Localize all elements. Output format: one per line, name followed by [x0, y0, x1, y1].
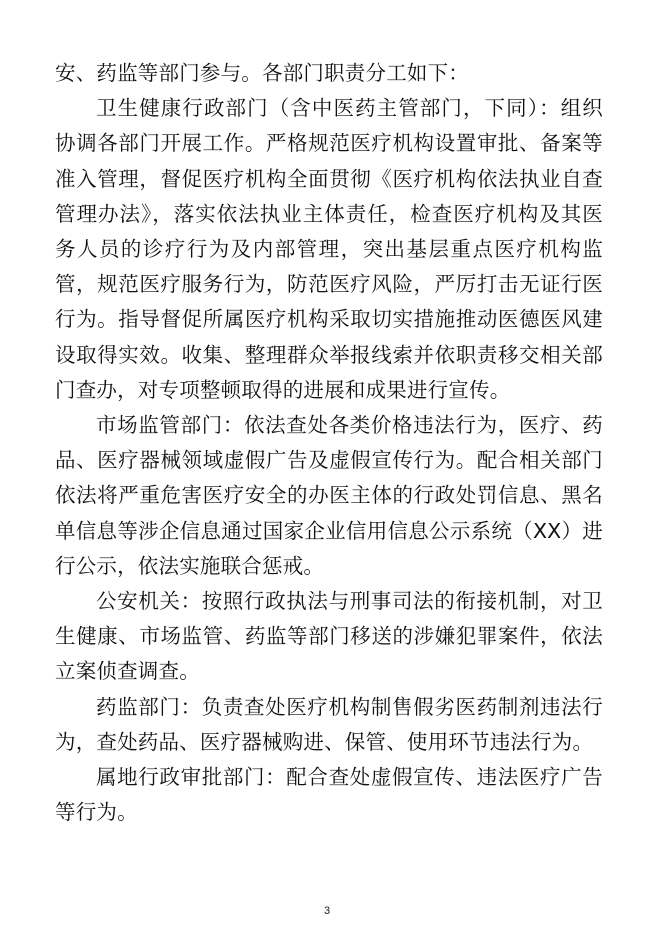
- paragraph-health-department: 卫生健康行政部门（含中医药主管部门，下同）：组织协调各部门开展工作。严格规范医疗机构设置审批、备案等准入管理，督促医疗机构全面贯彻《医疗机构依法执业自查管理办法》，落实依法执业主体责任，检查医疗机构及其医务人员的诊疗行为及内部管理，突出基层重点医疗机构监管，规范医疗服务行为，防范医疗风险，严厉打击无证行医行为。指导督促所属医疗机构采取切实措施推动医德医风建设取得实效。收集、整理群众举报线索并依职责移交相关部门查办，对专项整顿取得的进展和成果进行宣传。: [55, 96, 603, 402]
- paragraph-continuation: 安、药监等部门参与。各部门职责分工如下：: [55, 61, 469, 85]
- paragraph-market-regulation: 市场监管部门：依法查处各类价格违法行为，医疗、药品、医疗器械领域虚假广告及虚假宣传行为。配合相关部门依法将严重危害医疗安全的办医主体的行政处罚信息、黑名单信息等涉企信息通过国家企业信用信息公示系统（XX）进行公示，依法实施联合惩戒。: [55, 413, 603, 578]
- document-body: [55, 56, 603, 830]
- page-number: 3: [323, 905, 331, 917]
- paragraph-drug-regulation: 药监部门：负责查处医疗机构制售假劣医药制剂违法行为，查处药品、医疗器械购进、保管、使用环节违法行为。: [55, 694, 603, 754]
- paragraph-public-security: 公安机关：按照行政执法与刑事司法的衔接机制，对卫生健康、市场监管、药监等部门移送的涉嫌犯罪案件，依法立案侦查调查。: [55, 589, 603, 684]
- paragraph-local-approval: 属地行政审批部门：配合查处虚假宣传、违法医疗广告等行为。: [55, 765, 603, 825]
